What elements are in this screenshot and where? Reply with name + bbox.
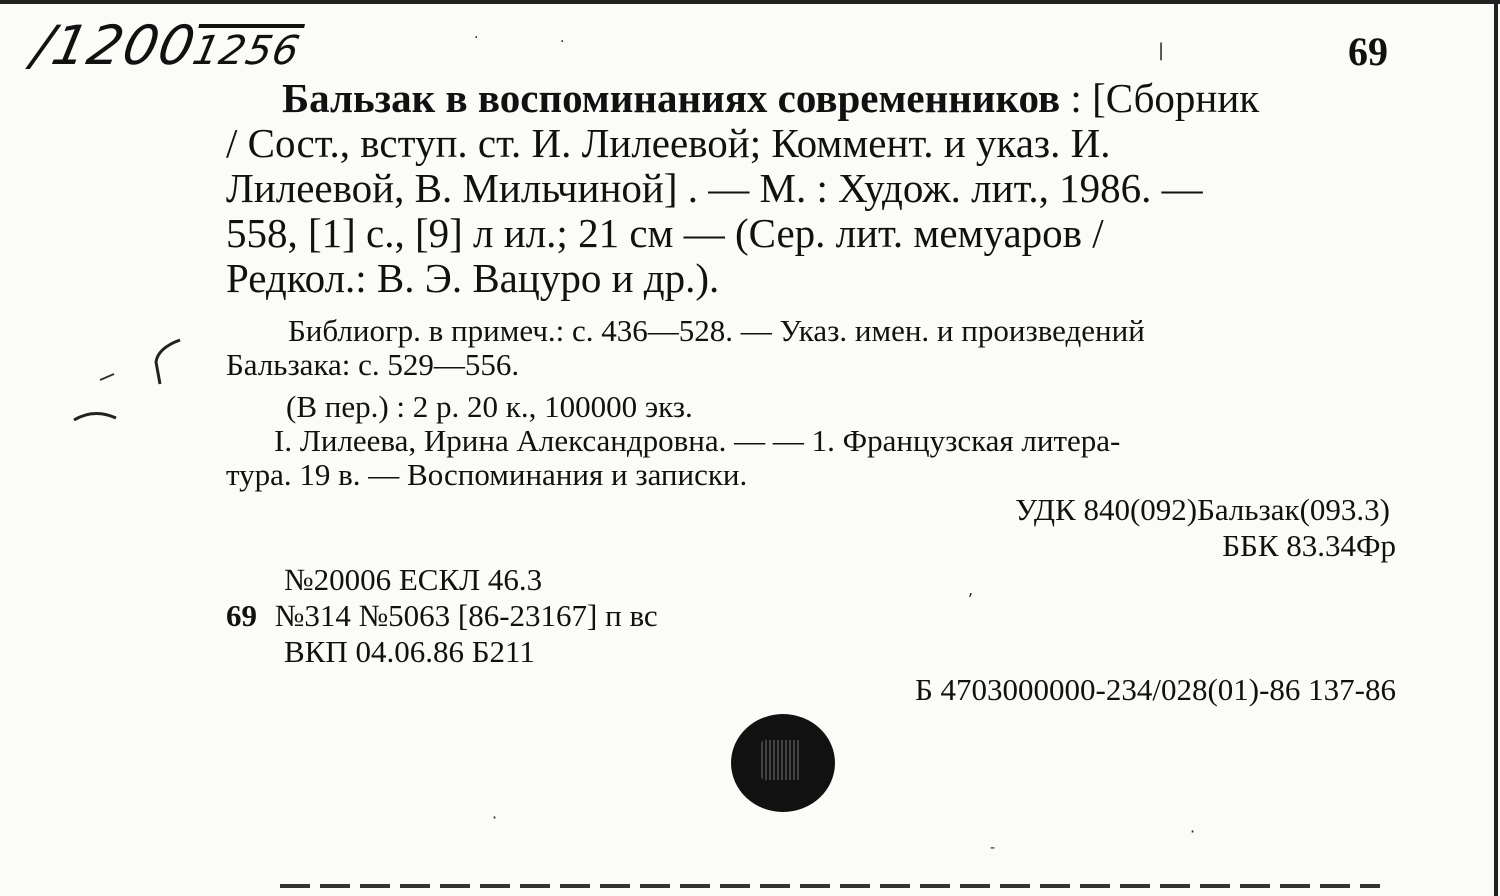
biblio-line-2: Бальзака: с. 529—556. xyxy=(226,347,520,382)
pencil-stroke-1 xyxy=(156,340,180,384)
margin-pencil-marks xyxy=(60,320,200,440)
pencil-stroke-2 xyxy=(74,413,116,420)
speck: · xyxy=(560,34,565,50)
card-bottom-edge xyxy=(280,884,1380,888)
entry-line-1 xyxy=(226,76,1396,121)
card-right-edge xyxy=(1494,0,1498,896)
tracing-line-1: I. Лилеева, Ирина Александровна. — — 1. Французская литера- xyxy=(274,423,1121,458)
speck: , xyxy=(968,580,974,599)
entry-title-rest: : [Сборник xyxy=(1060,75,1260,121)
card-punch-hole xyxy=(731,714,835,812)
bibliographic-entry xyxy=(226,76,1396,301)
registry-card-number: 69 xyxy=(226,598,257,633)
registry-line-2 xyxy=(226,598,658,634)
udk-index: УДК 840(092)Бальзак(093.3) xyxy=(1015,492,1390,527)
entry-line-4: 558, [1] с., [9] л ил.; 21 см — (Сер. лит. мемуаров / xyxy=(226,210,1104,256)
entry-line-5: Редкол.: В. Э. Вацуро и др.). xyxy=(226,255,720,301)
speck: · xyxy=(474,30,479,46)
card-number: 69 xyxy=(1348,29,1388,74)
biblio-line-1: Библиогр. в примеч.: с. 436—528. — Указ. имен. и произведений xyxy=(288,313,1145,348)
speck: | xyxy=(1158,40,1165,61)
tracings xyxy=(226,424,1398,492)
speck: · xyxy=(1190,822,1196,841)
bibliography-note xyxy=(226,314,1398,382)
registry-numbers: №314 №5063 [86-23167] п вс xyxy=(274,598,658,633)
publisher-code: Б 4703000000-234/028(01)-86 137-86 xyxy=(914,672,1396,707)
speck: · xyxy=(492,808,498,827)
card-top-edge xyxy=(0,0,1500,4)
entry-title: Бальзак в воспоминаниях современников xyxy=(282,75,1061,121)
handwritten-shelfmark xyxy=(27,14,307,77)
handwritten-fraction: 1256 xyxy=(188,28,305,74)
tracing-line-2: тура. 19 в. — Воспоминания и записки. xyxy=(226,457,748,492)
price-note: (В пер.) : 2 р. 20 к., 100000 экз. xyxy=(286,389,693,424)
registry-line-3: ВКП 04.06.86 Б211 xyxy=(284,634,535,669)
entry-line-3: Лилеевой, В. Мильчиной] . — М. : Худож. лит., 1986. — xyxy=(226,165,1203,211)
pencil-stroke-3 xyxy=(100,374,114,380)
handwritten-number: /1200 xyxy=(27,14,202,77)
bbk-index: ББК 83.34Фр xyxy=(1222,528,1396,563)
entry-line-2: / Сост., вступ. ст. И. Лилеевой; Коммент. и указ. И. xyxy=(226,120,1111,166)
speck: - xyxy=(990,840,996,856)
registry-line-1: №20006 ЕСКЛ 46.3 xyxy=(284,562,543,597)
